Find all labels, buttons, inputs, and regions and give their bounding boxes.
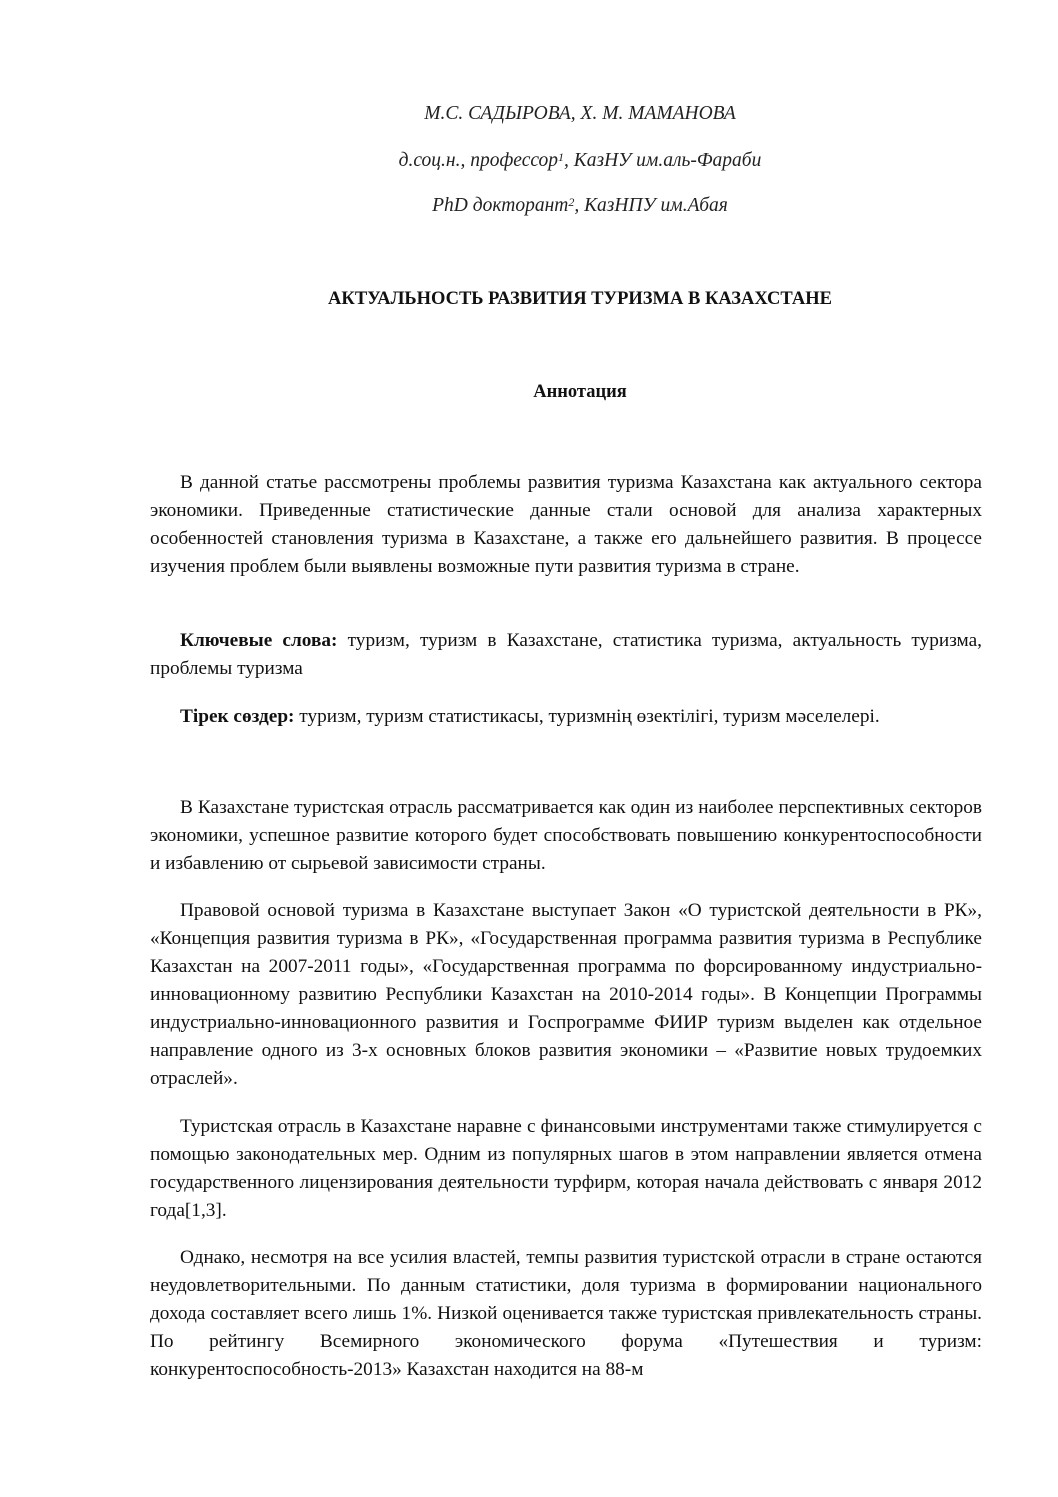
paragraph-text: Правовой основой туризма в Казахстане выступает Закон «О туристской деятельности в РК», «Концепция развития туризма в РК», «Государственная программа развития туризма в Республике Казахстан на 2007-2011 годы», «Государственная программа по форсированному индустриально-инновационному развитию Республики Казахстан на 2010-2014 годы». В Концепции Программы индустриально-инновационного развития и Госпрограмме ФИИР туризм выделен как отдельное направление одного из 3-х основных блоков развития экономики – «Развитие новых трудоемких отраслей».	[150, 900, 982, 1089]
keywords-kz-label: Тірек сөздер:	[180, 706, 295, 727]
body-paragraph-2	[150, 897, 982, 1093]
paragraph-text: Туристская отрасль в Казахстане наравне с финансовыми инструментами также стимулируется с помощью законодательных мер. Одним из популярных шагов в этом направлении является отмена государственного лицензирования деятельности турфирм, которая начала действовать с января 2012 года[1,3].	[150, 1116, 982, 1221]
keywords-kz-text: туризм, туризм статистикасы, туризмнің өзектілігі, туризм мәселелері.	[294, 706, 880, 727]
author-affiliation-1	[150, 149, 1010, 173]
body-paragraph-4	[150, 1244, 982, 1384]
affiliation-2-institution: , КазНПУ им.Абая	[574, 195, 728, 216]
keywords-kz	[150, 703, 982, 731]
paragraph-text: В Казахстане туристская отрасль рассматривается как один из наиболее перспективных секторов экономики, успешное развитие которого будет способствовать повышению конкурентоспособности и избавлению от сырьевой зависимости страны.	[150, 797, 982, 874]
keywords-ru	[150, 627, 982, 683]
author-affiliation-2	[150, 194, 1010, 218]
keywords-ru-text: туризм, туризм в Казахстане, статистика туризма, актуальность туризма, проблемы туризма	[150, 630, 982, 679]
affiliation-1-institution: , КазНУ им.аль-Фараби	[564, 150, 762, 171]
body-paragraph-1	[150, 794, 982, 878]
keywords-ru-label: Ключевые слова:	[180, 630, 338, 651]
affiliation-1-marker: 1	[558, 150, 565, 164]
abstract-section	[150, 469, 982, 581]
paragraph-text: Однако, несмотря на все усилия властей, темпы развития туристской отрасли в стране остаются неудовлетворительными. По данным статистики, доля туризма в формировании национального дохода составляет всего лишь 1%. Низкой оценивается также туристская привлекательность страны. По рейтингу Всемирного экономического форума «Путешествия и туризм: конкурентоспособность-2013» Казахстан находится на 88-м	[150, 1247, 982, 1380]
annotation-heading: Аннотация	[533, 382, 627, 402]
article-title: АКТУАЛЬНОСТЬ РАЗВИТИЯ ТУРИЗМА В КАЗАХСТАНЕ	[328, 289, 832, 309]
body-paragraph-3	[150, 1113, 982, 1225]
author-names: М.С. САДЫРОВА, Х. М. МАМАНОВА	[424, 103, 736, 124]
affiliation-1-degree: д.соц.н., профессор	[398, 150, 559, 171]
affiliation-2-marker: 2	[568, 195, 575, 209]
abstract-text: В данной статье рассмотрены проблемы развития туризма Казахстана как актуального сектора экономики. Приведенные статистические данные стали основой для анализа характерных особенностей становления туризма в Казахстане, а также его дальнейшего развития. В процессе изучения проблем были выявлены возможные пути развития туризма в стране.	[150, 472, 982, 577]
affiliation-2-degree: PhD докторант	[432, 195, 569, 216]
